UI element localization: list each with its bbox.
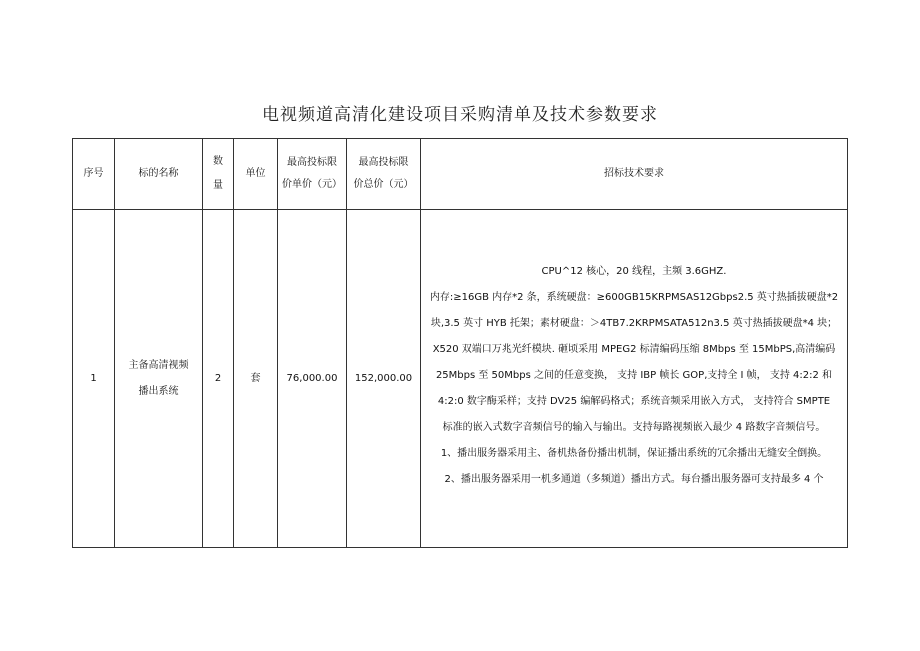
- requirement-line: X520 双端口万兆光纤模块. 砸顷采用 MPEG2 标清编码压缩 8Mbps 至 15MbPS,高清编码: [432, 343, 836, 355]
- table-header-row: [73, 139, 848, 210]
- table-row: [73, 210, 848, 548]
- cell-qty: 2: [203, 210, 234, 548]
- requirement-line: 1、播出服务器采用主、备机热备份播出机制，保证播出系统的冗余播出无缝安全倒换。: [440, 447, 828, 459]
- header-qty-line: 量: [213, 180, 223, 191]
- requirement-line: CPU^12 核心，20 线程，主频 3.6GHZ.: [541, 265, 727, 277]
- document-title: 电视频道高清化建设项目采购清单及技术参数要求: [262, 105, 658, 125]
- requirement-line: 块,3.5 英寸 HYB 托架；素材硬盘：＞4TB7.2KRPMSATA512n3.5 英寸热插拔硬盘*4 块；: [430, 317, 838, 329]
- header-unit: 单位: [234, 139, 278, 210]
- header-unit-price-line: 最高投标限: [287, 157, 337, 168]
- cell-seq: 1: [73, 210, 115, 548]
- cell-unit-price: 76,000.00: [278, 210, 347, 548]
- requirement-line: 标准的嵌入式数字音频信号的输入与输出。支持每路视频嵌入最少 4 路数字音频信号。: [442, 421, 826, 433]
- header-qty: [203, 139, 234, 210]
- cell-total-price: 152,000.00: [347, 210, 421, 548]
- header-qty-line: 数: [213, 156, 223, 167]
- cell-unit: 套: [234, 210, 278, 548]
- requirement-line: 4:2:0 数字酶采样；支持 DV25 编解码格式；系统音频采用嵌入方式， 支持符合 SMPTE: [437, 395, 831, 407]
- header-requirements: 招标技术要求: [421, 139, 848, 210]
- header-name: 标的名称: [115, 139, 203, 210]
- cell-name-line: 主备高清视频: [128, 359, 189, 371]
- header-unit-price-line: 价单价（元）: [282, 179, 342, 190]
- cell-requirements: [421, 210, 848, 548]
- requirement-line: 内存:≥16GB 内存*2 条，系统硬盘：≥600GB15KRPMSAS12Gbps2.5 英寸热插拔硬盘*2: [429, 291, 839, 303]
- header-total-price: [347, 139, 421, 210]
- requirement-line: 2、播出服务器采用一机多通道（多频道）播出方式。每台播出服务器可支持最多 4 个: [444, 473, 824, 485]
- header-total-price-line: 最高投标限: [358, 157, 409, 168]
- header-unit-price: [278, 139, 347, 210]
- header-total-price-line: 价总价（元）: [353, 179, 414, 190]
- procurement-table: [72, 138, 848, 548]
- cell-name-line: 播出系统: [138, 385, 179, 397]
- requirement-line: 25Mbps 至 50Mbps 之间的任意变换， 支持 IBP 帧长 GOP,支持全 I 帧， 支持 4:2:2 和: [435, 369, 833, 381]
- header-seq: 序号: [73, 139, 115, 210]
- cell-name: [115, 210, 203, 548]
